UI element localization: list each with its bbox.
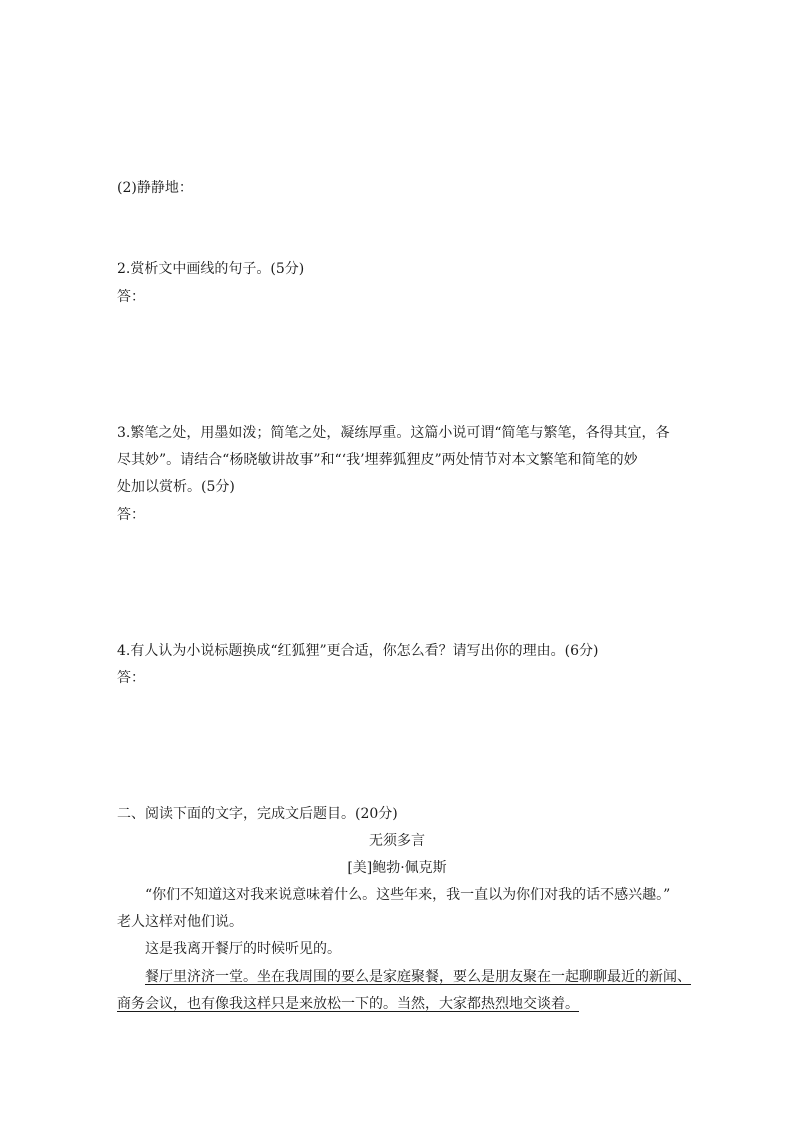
story-title: 无须多言: [369, 833, 425, 849]
question-3-line-2: 尽其妙”。请结合“杨晓敏讲故事”和“‘我’埋葬狐狸皮”两处情节对本文繁笔和简笔的妙: [117, 452, 638, 468]
question-3-line-3: 处加以赏析。(5分): [117, 479, 235, 495]
question-3-line-1: 3.繁笔之处，用墨如泼；简笔之处，凝练厚重。这篇小说可谓“简笔与繁笔，各得其宜，各: [117, 425, 670, 441]
question-2-prompt: 2.赏析文中画线的句子。(5分): [117, 261, 305, 277]
question-4-answer-label: 答：: [117, 670, 145, 686]
question-3-answer-label: 答：: [117, 507, 145, 523]
paragraph-1-line-2: 老人这样对他们说。: [117, 914, 243, 930]
story-author: [美]鲍勃·佩克斯: [347, 860, 447, 876]
question-1-part-2: (2)静静地：: [117, 180, 193, 196]
question-4-prompt: 4.有人认为小说标题换成“红狐狸”更合适，你怎么看？请写出你的理由。(6分): [117, 643, 599, 659]
paragraph-1-line-1: “你们不知道这对我来说意味着什么。这些年来，我一直以为你们对我的话不感兴趣。”: [145, 887, 671, 903]
paragraph-2: 这是我离开餐厅的时候听见的。: [145, 941, 341, 957]
underlined-sentence-line-1: 餐厅里济济一堂。坐在我周围的要么是家庭聚餐，要么是朋友聚在一起聊聊最近的新闻、: [145, 969, 691, 985]
underlined-sentence-line-2: 商务会议，也有像我这样只是来放松一下的。当然，大家都热烈地交谈着。: [117, 996, 579, 1012]
section-2-heading: 二、阅读下面的文字，完成文后题目。(20分): [117, 806, 398, 822]
question-2-answer-label: 答：: [117, 289, 145, 305]
